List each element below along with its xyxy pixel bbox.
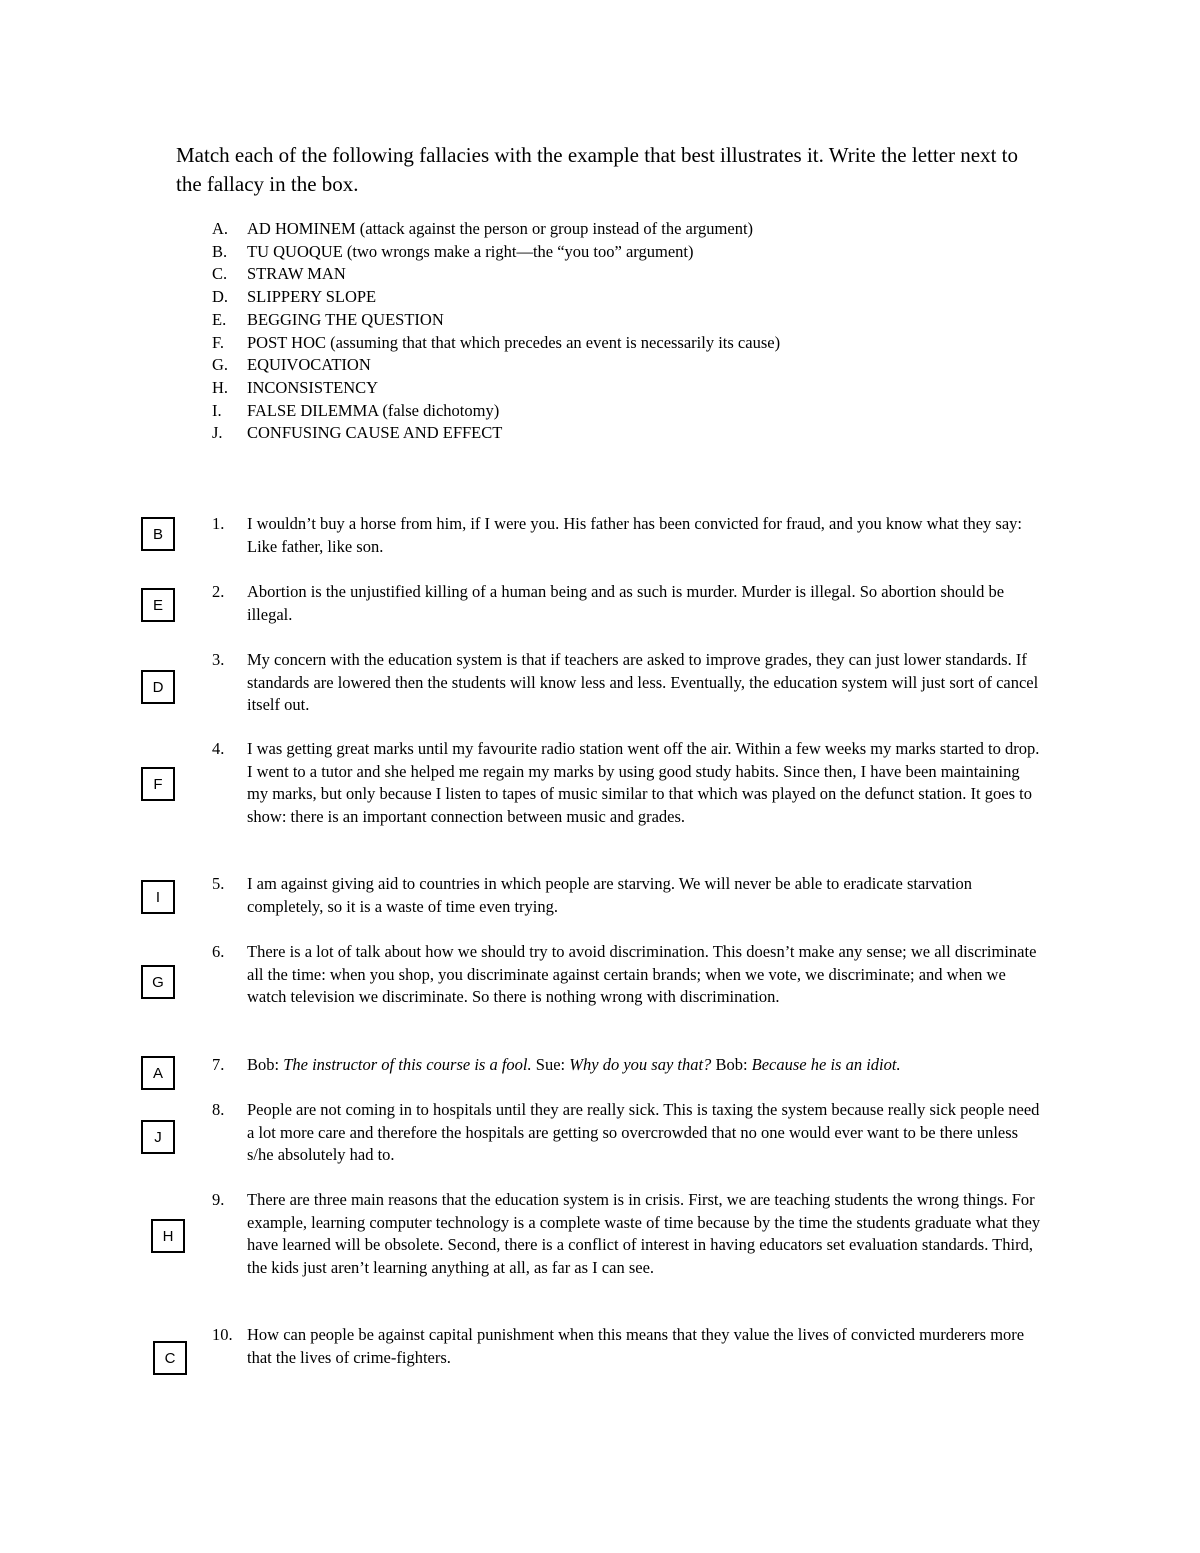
speaker-bob: Bob: (247, 1055, 284, 1074)
example-number: 5. (212, 874, 225, 893)
fallacy-letter: H. (212, 377, 229, 397)
answer-box[interactable]: A (141, 1056, 175, 1090)
fallacy-text: BEGGING THE QUESTION (247, 309, 444, 329)
example-number: 9. (212, 1190, 225, 1209)
example-item (212, 738, 1042, 829)
fallacy-text: TU QUOQUE (two wrongs make a right—the “you too” argument) (247, 241, 694, 261)
fallacy-letter: A. (212, 219, 229, 238)
instructions: Match each of the following fallacies with the example that best illustrates it. Write the letter next to the fallacy in the box. (176, 143, 1018, 196)
example-number: 1. (212, 514, 225, 533)
example-text: I was getting great marks until my favourite radio station went off the air. Within a few weeks my marks started to drop. I went to a tutor and she helped me regain my marks by using good study habits. Since then, I have been maintaining my marks, but only because I listen to tapes of music similar to that which was played on the defunct station. It goes to show: there is an important connection between music and grades. (247, 739, 1040, 827)
example-item (212, 1324, 1042, 1369)
example-number: 6. (212, 942, 225, 961)
fallacy-item (212, 263, 780, 286)
speaker-sue: Sue: (531, 1055, 570, 1074)
fallacy-list (212, 218, 780, 445)
fallacy-text: INCONSISTENCY (247, 377, 379, 397)
example-text: I am against giving aid to countries in which people are starving. We will never be able to eradicate starvation completely, so it is a waste of time even trying. (247, 874, 973, 916)
answer-box[interactable]: G (141, 965, 175, 999)
bob-quote: The instructor of this course is a fool. (283, 1055, 532, 1074)
example-item (212, 941, 1042, 1009)
fallacy-text: FALSE DILEMMA (false dichotomy) (247, 400, 500, 420)
answer-box[interactable]: F (141, 767, 175, 801)
fallacy-item (212, 218, 780, 241)
answer-box[interactable]: D (141, 670, 175, 704)
fallacy-item (212, 354, 780, 377)
answer-box[interactable]: C (153, 1341, 187, 1375)
fallacy-letter: G. (212, 355, 229, 375)
example-text (247, 1054, 1042, 1077)
fallacy-letter: D. (212, 287, 229, 307)
example-number: 8. (212, 1100, 225, 1119)
fallacy-text: AD HOMINEM (attack against the person or group instead of the argument) (247, 219, 754, 238)
fallacy-letter: C. (212, 264, 228, 284)
example-number: 7. (212, 1055, 225, 1074)
example-text: Abortion is the unjustified killing of a human being and as such is murder. Murder is illegal. So abortion should be illegal. (247, 582, 1005, 624)
fallacy-item (212, 377, 780, 400)
speaker-bob: Bob: (711, 1055, 752, 1074)
fallacy-item (212, 241, 780, 264)
example-item (212, 1099, 1042, 1167)
example-number: 4. (212, 739, 225, 758)
example-item (212, 649, 1042, 717)
example-text: People are not coming in to hospitals until they are really sick. This is taxing the system because really sick people need a lot more care and therefore the hospitals are getting so overcrowded that no one would ever want to be there unless s/he absolutely had to. (247, 1100, 1040, 1165)
answer-box[interactable]: H (151, 1219, 185, 1253)
fallacy-text: SLIPPERY SLOPE (247, 287, 377, 307)
fallacy-letter: E. (212, 309, 227, 329)
fallacy-item (212, 332, 780, 355)
example-text: There are three main reasons that the education system is in crisis. First, we are teaching students the wrong things. For example, learning computer technology is a complete waste of time because by the time the students graduate what they have learned will be obsolete. Second, there is a conflict of interest in having educators set evaluation standards. Third, the kids just aren’t learning anything at all, as far as I can see. (247, 1190, 1041, 1278)
bob-quote: Because he is an idiot. (751, 1055, 901, 1074)
example-item (212, 513, 1042, 558)
answer-box[interactable]: B (141, 517, 175, 551)
fallacy-text: POST HOC (assuming that that which precedes an event is necessarily its cause) (247, 332, 781, 352)
example-item (212, 581, 1042, 626)
fallacy-letter: F. (212, 332, 224, 352)
example-number: 10. (212, 1325, 233, 1344)
fallacy-letter: B. (212, 241, 228, 261)
fallacy-item (212, 286, 780, 309)
sue-quote: Why do you say that? (569, 1055, 712, 1074)
answer-box[interactable]: I (141, 880, 175, 914)
fallacy-text: STRAW MAN (247, 264, 346, 284)
answer-box[interactable]: J (141, 1120, 175, 1154)
example-text: My concern with the education system is that if teachers are asked to improve grades, they can just lower standards. If standards are lowered then the students will know less and less. Eventually, the education system will just sort of cancel itself out. (247, 650, 1039, 715)
example-text: How can people be against capital punishment when this means that they value the lives of convicted murderers more that the lives of crime-fighters. (247, 1325, 1025, 1367)
example-text: There is a lot of talk about how we should try to avoid discrimination. This doesn’t make any sense; we all discriminate all the time: when you shop, you discriminate against certain brands; when we vote, we discriminate; and when we watch television we discriminate. So there is nothing wrong with discrimination. (247, 942, 1037, 1007)
example-text: I wouldn’t buy a horse from him, if I were you. His father has been convicted for fraud, and you know what they say: Like father, like son. (247, 514, 1022, 556)
answer-box[interactable]: E (141, 588, 175, 622)
fallacy-item (212, 400, 780, 423)
fallacy-letter: J. (212, 423, 223, 443)
example-number: 2. (212, 582, 225, 601)
fallacy-letter: I. (212, 400, 222, 420)
fallacy-item (212, 422, 780, 445)
example-item (212, 1189, 1042, 1280)
example-item (212, 1054, 1042, 1077)
example-number: 3. (212, 650, 225, 669)
fallacy-item (212, 309, 780, 332)
fallacy-text: EQUIVOCATION (247, 355, 371, 375)
fallacy-text: CONFUSING CAUSE AND EFFECT (247, 423, 503, 443)
example-item (212, 873, 1042, 918)
